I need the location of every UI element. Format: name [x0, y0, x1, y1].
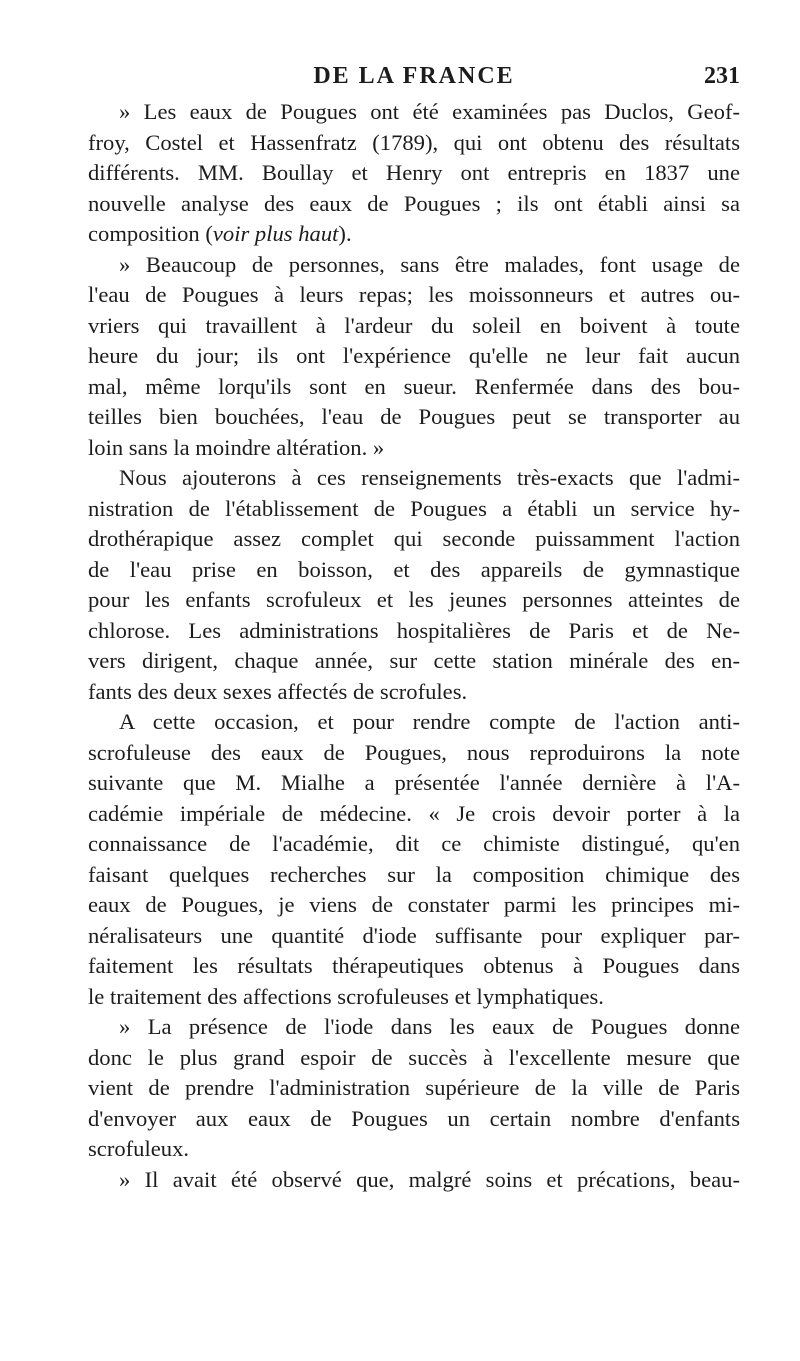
text-line: cadémie impériale de médecine. « Je crois devoir porter à la [88, 800, 740, 826]
text-line: scrofuleux. [88, 1136, 190, 1161]
text-line: mal, même lorqu'ils sont en sueur. Renfermée dans des bou- [88, 373, 740, 399]
text-line: » La présence de l'iode dans les eaux de Pougues donne [119, 1014, 740, 1039]
text-line: nistration de l'établissement de Pougues a établi un service hy- [88, 495, 740, 521]
text-line: connaissance de l'académie, dit ce chimiste distingué, qu'en [88, 831, 740, 856]
text-line: l'eau de Pougues à leurs repas; les moissonneurs et autres ou- [88, 282, 740, 307]
text-line [88, 219, 740, 250]
text-line: vient de prendre l'administration supérieure de la ville de Paris [88, 1075, 740, 1100]
text-line: scrofuleuse des eaux de Pougues, nous reproduirons la note [88, 739, 740, 765]
text-line: vers dirigent, chaque année, sur cette station minérale des en- [88, 648, 740, 673]
text-segment: ). [338, 221, 352, 246]
text-line: donc le plus grand espoir de succès à l'excellente mesure que [88, 1044, 740, 1070]
text-line: néralisateurs une quantité d'iode suffisante pour expliquer par- [88, 922, 740, 948]
running-head [88, 63, 740, 95]
text-line: » Les eaux de Pougues ont été examinées pas Duclos, Geof- [119, 99, 740, 124]
text-line: nouvelle analyse des eaux de Pougues ; ils ont établi ainsi sa [88, 190, 740, 216]
text-line: eaux de Pougues, je viens de constater parmi les principes mi- [88, 892, 740, 917]
text-line: drothérapique assez complet qui seconde puissamment l'action [88, 526, 740, 551]
text-line: différents. MM. Boullay et Henry ont entrepris en 1837 une [88, 160, 740, 185]
text-line: teilles bien bouchées, l'eau de Pougues peut se transporter au [88, 404, 740, 429]
text-line: de l'eau prise en boisson, et des appareils de gymnastique [88, 556, 740, 582]
text-line: faitement les résultats thérapeutiques obtenus à Pougues dans [88, 953, 740, 978]
page-number: 231 [704, 63, 740, 89]
text-line: loin sans la moindre altération. » [88, 434, 385, 460]
text-line: » Il avait été observé que, malgré soins et précations, beau- [119, 1166, 740, 1192]
text-line: chlorose. Les administrations hospitalières de Paris et de Ne- [88, 617, 740, 643]
text-line: vriers qui travaillent à l'ardeur du soleil en boivent à toute [88, 312, 740, 338]
body-text [88, 97, 740, 1195]
italic-reference: voir plus haut [212, 221, 339, 246]
text-line: froy, Costel et Hassenfratz (1789), qui ont obtenu des résultats [88, 129, 740, 155]
text-line: fants des deux sexes affectés de scrofules. [88, 678, 468, 704]
text-line: Nous ajouterons à ces renseignements très-exacts que l'admi- [119, 465, 740, 490]
text-line: le traitement des affections scrofuleuses et lymphatiques. [88, 983, 604, 1009]
text-line: pour les enfants scrofuleux et les jeunes personnes atteintes de [88, 587, 740, 612]
text-line: » Beaucoup de personnes, sans être malades, font usage de [119, 251, 740, 277]
text-line: d'envoyer aux eaux de Pougues un certain nombre d'enfants [88, 1105, 740, 1131]
text-line: A cette occasion, et pour rendre compte de l'action anti- [119, 709, 740, 734]
running-title: DE LA FRANCE [313, 63, 515, 89]
text-line: suivante que M. Mialhe a présentée l'année dernière à l'A- [88, 770, 740, 795]
text-line: heure du jour; ils ont l'expérience qu'elle ne leur fait aucun [88, 343, 740, 368]
text-line: faisant quelques recherches sur la composition chimique des [88, 861, 740, 887]
text-segment: composition ( [88, 221, 213, 246]
